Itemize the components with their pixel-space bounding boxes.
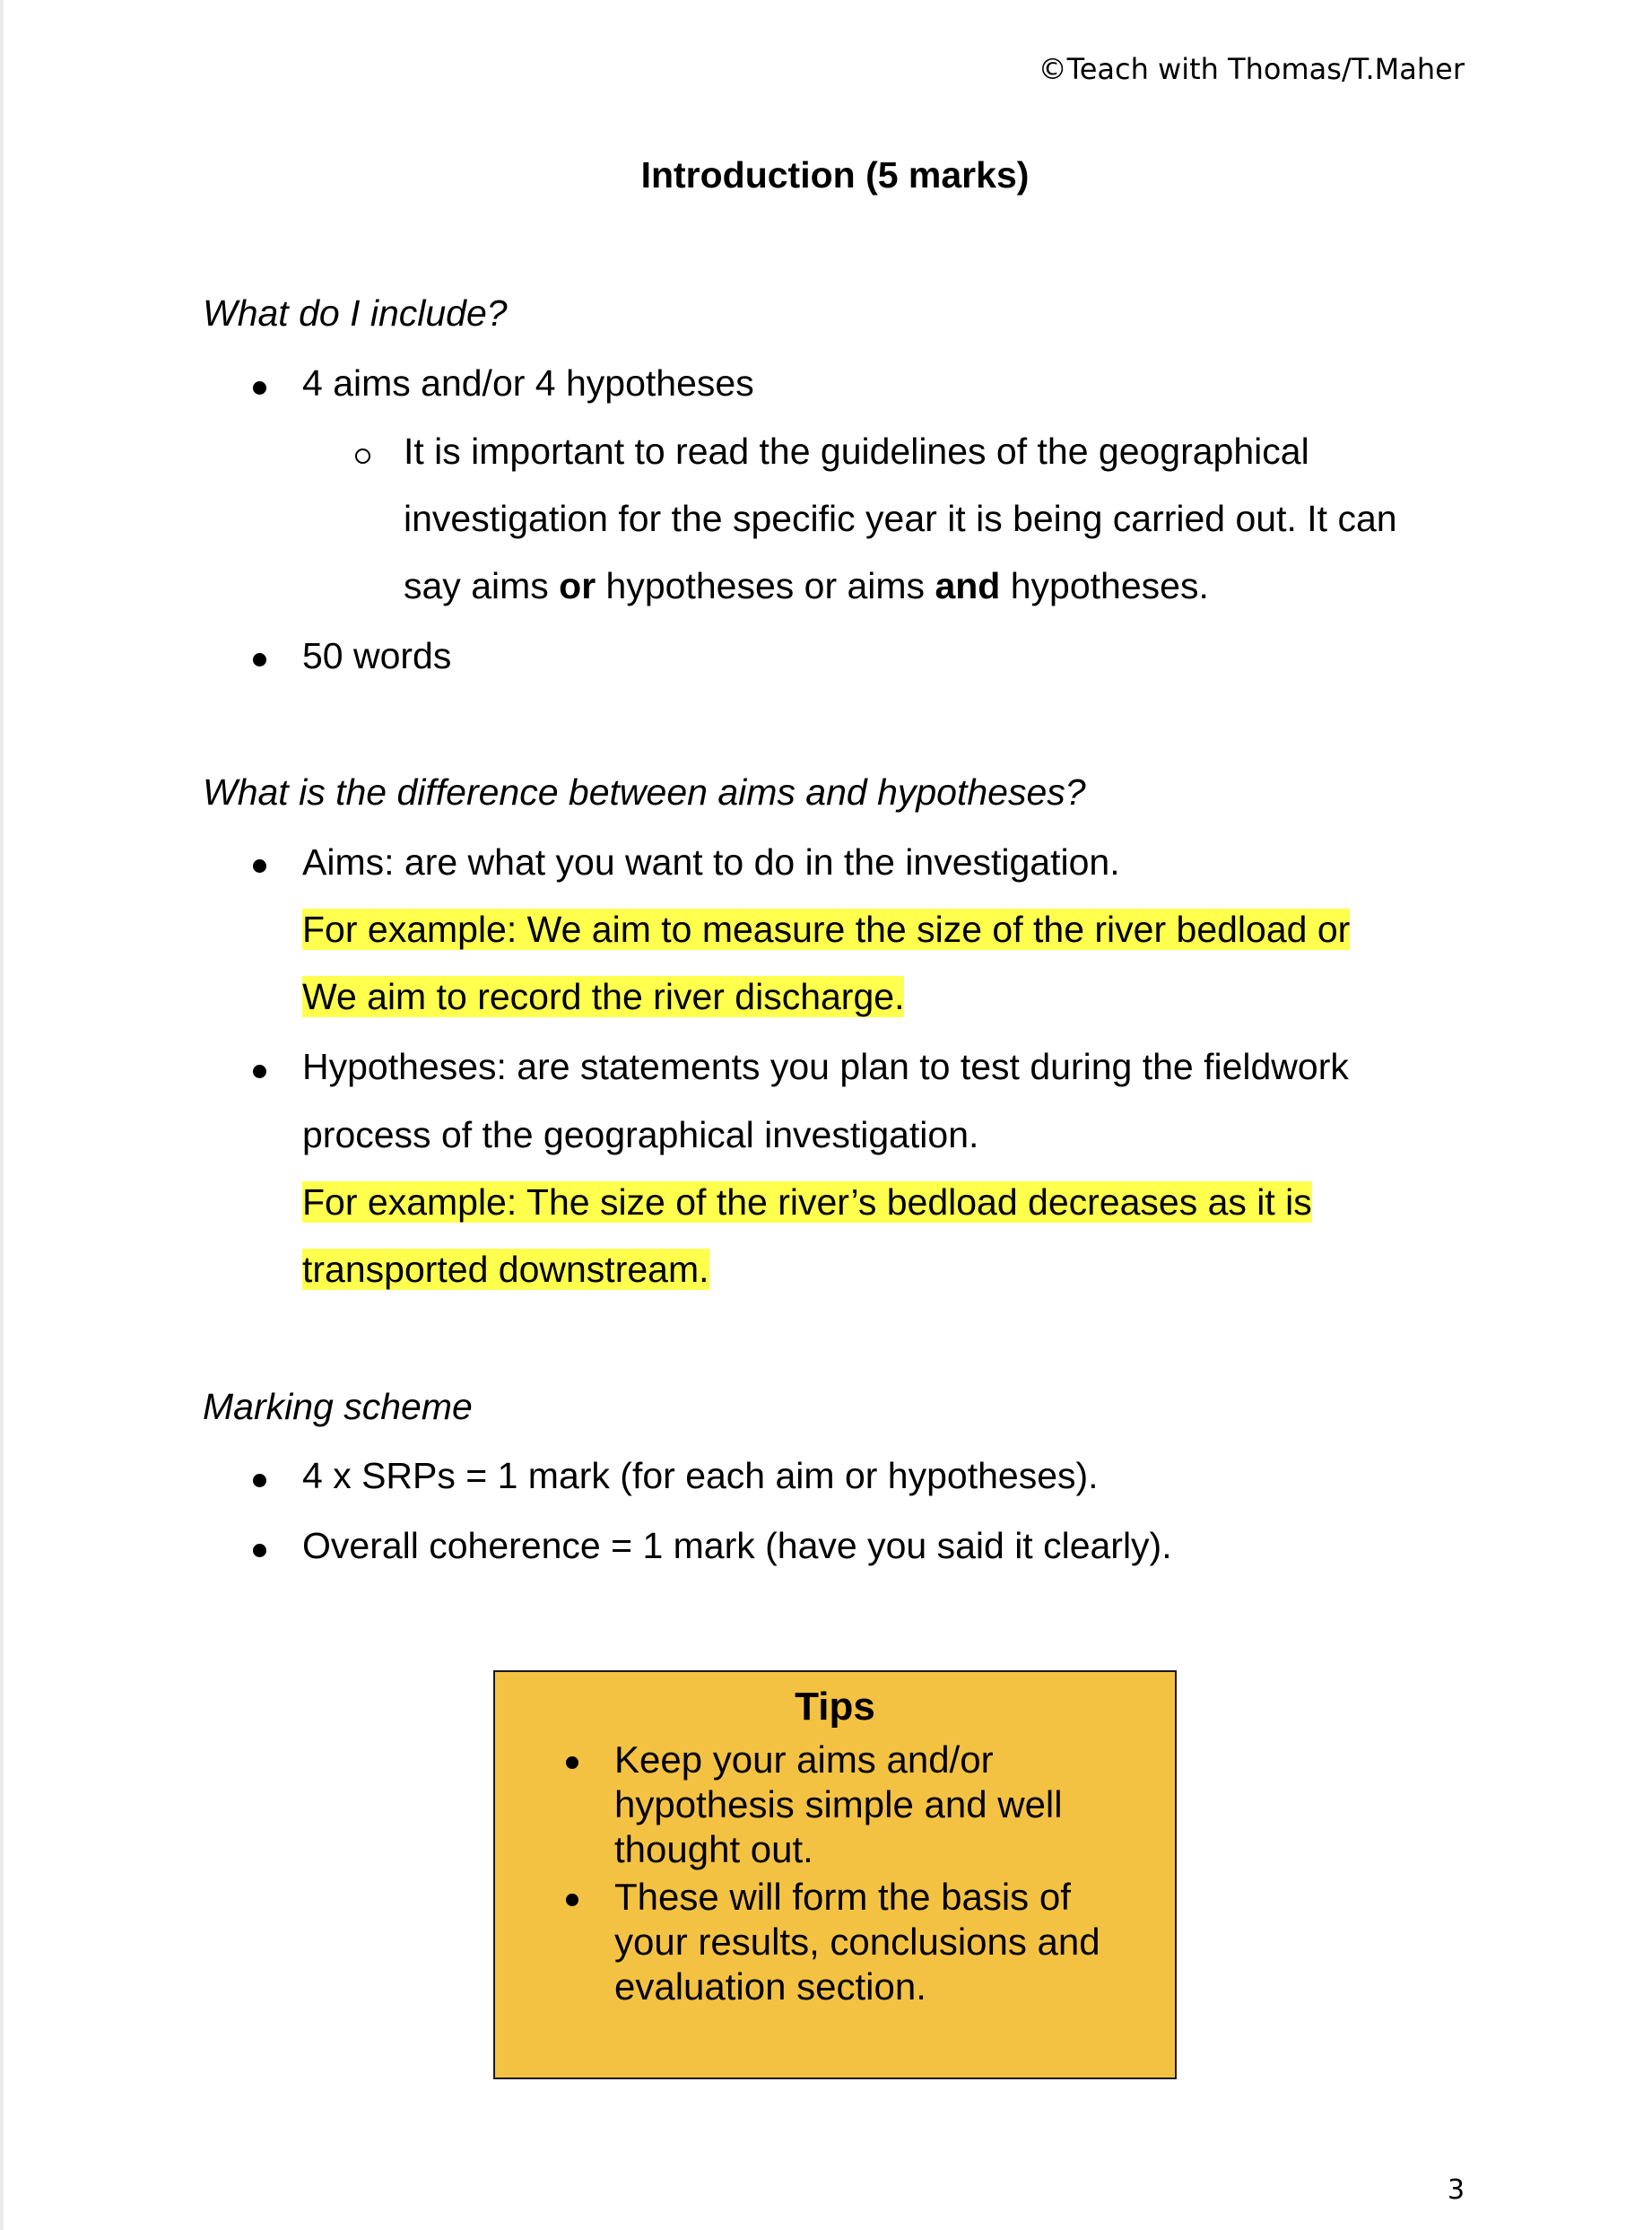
include-bullet-aims: 4 aims and/or 4 hypotheses	[302, 362, 754, 404]
marking-item-coherence: Overall coherence = 1 mark (have you said it clearly).	[302, 1525, 1172, 1566]
aims-example-line-1	[302, 909, 1350, 951]
bold-or: or	[559, 565, 596, 606]
hypotheses-definition-line-1: Hypotheses: are statements you plan to test during the fieldwork	[302, 1046, 1349, 1087]
tips-bullet1-line-2: hypothesis simple and well	[614, 1783, 1063, 1825]
aims-example-line-2	[302, 976, 904, 1018]
tips-box	[493, 1670, 1177, 2079]
tips-bullet2-line-2: your results, conclusions and	[614, 1921, 1100, 1963]
highlighted-text: For example: The size of the river’s bedload decreases as it is	[302, 1181, 1312, 1223]
difference-heading: What is the difference between aims and hypotheses?	[203, 771, 1086, 813]
marking-heading: Marking scheme	[203, 1386, 473, 1427]
page-number: 3	[1448, 2174, 1465, 2206]
hypotheses-definition-line-2: process of the geographical investigation.	[302, 1114, 979, 1155]
copyright-notice: ©Teach with Thomas/T.Maher	[1038, 52, 1465, 86]
include-sub-bullet-line-2: investigation for the specific year it is being carried out. It can	[404, 498, 1397, 539]
bullet-dot-icon	[566, 1756, 578, 1769]
hypotheses-example-line-2	[302, 1249, 709, 1291]
sub-bullet-circle-icon	[355, 449, 370, 464]
include-bullet-words: 50 words	[302, 635, 452, 676]
text-span: say aims	[404, 565, 560, 606]
include-heading: What do I include?	[203, 292, 508, 334]
tips-title: Tips	[795, 1685, 875, 1729]
highlighted-text: For example: We aim to measure the size of the river bedload or	[302, 909, 1351, 950]
tips-bullet1-line-3: thought out.	[614, 1828, 813, 1870]
page-title: Introduction (5 marks)	[640, 154, 1030, 196]
text-span: hypotheses or aims	[596, 565, 935, 606]
bold-and: and	[935, 565, 1001, 606]
hypotheses-example-line-1	[302, 1181, 1312, 1224]
bullet-dot-icon	[253, 1544, 266, 1557]
highlighted-text: We aim to record the river discharge.	[302, 976, 905, 1017]
include-sub-bullet-line-3	[404, 565, 1209, 607]
marking-item-srps: 4 x SRPs = 1 mark (for each aim or hypotheses).	[302, 1455, 1099, 1496]
highlighted-text: transported downstream.	[302, 1249, 709, 1290]
bullet-dot-icon	[253, 859, 266, 873]
tips-bullet1-line-1: Keep your aims and/or	[614, 1738, 994, 1781]
bullet-dot-icon	[566, 1894, 578, 1906]
include-sub-bullet-line-1: It is important to read the guidelines of the geographical	[404, 431, 1309, 472]
bullet-dot-icon	[253, 381, 266, 395]
bullet-dot-icon	[253, 653, 266, 666]
text-span: hypotheses.	[1000, 565, 1209, 606]
bullet-dot-icon	[253, 1065, 266, 1078]
tips-bullet2-line-1: These will form the basis of	[614, 1876, 1071, 1918]
page-edge	[0, 0, 4, 2230]
tips-bullet2-line-3: evaluation section.	[614, 1965, 926, 2008]
aims-definition: Aims: are what you want to do in the investigation.	[302, 841, 1120, 883]
bullet-dot-icon	[253, 1474, 266, 1487]
